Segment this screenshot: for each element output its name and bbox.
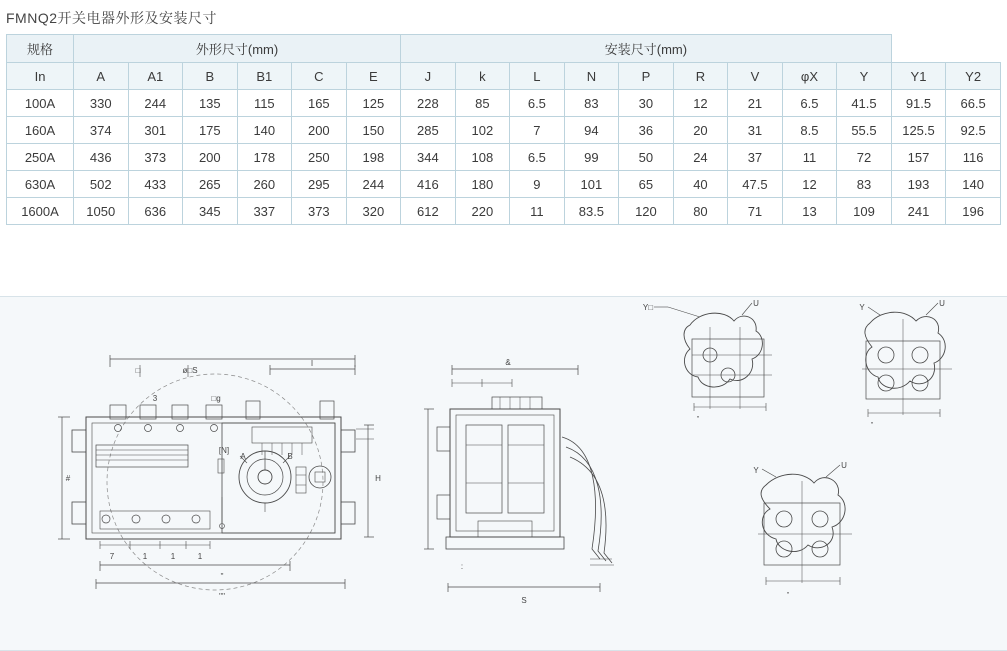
cell-n: 99 [564,144,619,171]
cell-b: 265 [183,171,238,198]
col-header-b1: B1 [237,63,292,90]
mounting-hole-view-2 [862,303,952,417]
cell-v: 31 [728,117,783,144]
cell-y1: 125.5 [891,117,946,144]
cell-j: 228 [401,90,456,117]
cell-y: 72 [837,144,892,171]
drawing-annotations [66,299,945,605]
cell-b: 200 [183,144,238,171]
cell-y1: 193 [891,171,946,198]
cell-phix: 6.5 [782,90,837,117]
cell-b: 175 [183,117,238,144]
cell-l: 7 [510,117,565,144]
mount1-label-u: U [753,299,759,308]
front-label-3: □g [211,394,221,403]
cell-v: 21 [728,90,783,117]
cell-n: 94 [564,117,619,144]
front-label-13: '' [220,572,224,581]
dimension-drawings-panel [0,296,1007,651]
cell-b1: 260 [237,171,292,198]
cell-k: 180 [455,171,510,198]
cell-j: 612 [401,198,456,225]
cell-y: 83 [837,171,892,198]
col-header-n: N [564,63,619,90]
table-row [7,171,1001,198]
cell-r: 80 [673,198,728,225]
cell-n: 83.5 [564,198,619,225]
cell-r: 40 [673,171,728,198]
cell-v: 47.5 [728,171,783,198]
col-header-phix: φX [782,63,837,90]
cell-phix: 12 [782,171,837,198]
cell-y2: 66.5 [946,90,1001,117]
cell-y2: 196 [946,198,1001,225]
cell-k: 102 [455,117,510,144]
cell-a: 374 [74,117,129,144]
cell-r: 12 [673,90,728,117]
cell-in: 630A [7,171,74,198]
group-header-outline: 外形尺寸(mm) [74,35,401,63]
col-header-c: C [292,63,347,90]
side-label-1: S [521,596,527,605]
col-header-b: B [183,63,238,90]
cell-a1: 636 [128,198,183,225]
group-header-mounting: 安装尺寸(mm) [401,35,892,63]
cell-in: 100A [7,90,74,117]
cell-a1: 301 [128,117,183,144]
cell-p: 120 [619,198,674,225]
cell-in: 250A [7,144,74,171]
mounting-hole-view-3 [758,465,852,585]
cell-e: 320 [346,198,401,225]
front-label-6: B [287,452,293,461]
front-label-2: 3 [152,394,158,403]
col-header-y2: Y2 [946,63,1001,90]
cell-c: 295 [292,171,347,198]
cell-r: 24 [673,144,728,171]
table-row [7,144,1001,171]
cell-p: 50 [619,144,674,171]
cell-e: 125 [346,90,401,117]
side-view-drawing [424,365,614,592]
group-header-spec: 规格 [7,35,74,63]
cell-y2: 116 [946,144,1001,171]
table-body [7,90,1001,225]
cell-y1: 241 [891,198,946,225]
cell-c: 373 [292,198,347,225]
front-view-drawing [58,355,374,590]
cell-c: 165 [292,90,347,117]
cell-v: 37 [728,144,783,171]
front-label-0: □ [135,366,141,375]
front-label-11: 1 [170,552,176,561]
cell-k: 108 [455,144,510,171]
cell-a: 1050 [74,198,129,225]
cell-n: 83 [564,90,619,117]
cell-a1: 433 [128,171,183,198]
front-label-dim-l: l [311,359,313,368]
front-label-8: H [375,474,381,483]
cell-c: 250 [292,144,347,171]
table-column-header-row [7,63,1001,90]
cell-y1: 91.5 [891,90,946,117]
col-header-a1: A1 [128,63,183,90]
col-header-r: R [673,63,728,90]
cell-j: 344 [401,144,456,171]
front-label-5: A [240,452,246,461]
side-label-2: : [460,562,464,571]
cell-k: 85 [455,90,510,117]
table-row [7,198,1001,225]
mount1-label-bottom: '' [696,416,700,423]
front-label-12: 1 [197,552,203,561]
col-header-j: J [401,63,456,90]
col-header-k: k [455,63,510,90]
cell-b1: 178 [237,144,292,171]
table-row [7,117,1001,144]
dimension-drawings-svg [0,297,1007,648]
table-row [7,90,1001,117]
cell-e: 198 [346,144,401,171]
col-header-y: Y [837,63,892,90]
front-label-14: '''' [218,592,226,601]
cell-y: 41.5 [837,90,892,117]
cell-b1: 115 [237,90,292,117]
cell-b: 345 [183,198,238,225]
front-label-1: ø□S [182,366,198,375]
cell-l: 11 [510,198,565,225]
cell-c: 200 [292,117,347,144]
cell-r: 20 [673,117,728,144]
cell-y: 109 [837,198,892,225]
cell-j: 416 [401,171,456,198]
cell-a: 502 [74,171,129,198]
cell-j: 285 [401,117,456,144]
cell-p: 30 [619,90,674,117]
front-label-4: [N] [218,446,230,455]
cell-y: 55.5 [837,117,892,144]
side-label-0: & [505,358,511,367]
cell-l: 6.5 [510,144,565,171]
table-head [7,35,1001,90]
col-header-a: A [74,63,129,90]
col-header-p: P [619,63,674,90]
cell-e: 150 [346,117,401,144]
mount3-label-y: Y [753,466,759,475]
cell-k: 220 [455,198,510,225]
mount3-label-u: U [841,461,847,470]
cell-l: 6.5 [510,90,565,117]
col-header-y1: Y1 [891,63,946,90]
cell-in: 1600A [7,198,74,225]
mount2-label-y: Y [859,303,865,312]
mount1-label-y: Y□ [642,303,654,312]
col-header-in: In [7,63,74,90]
mount2-label-bottom: '' [870,422,874,429]
front-label-7: # [65,474,71,483]
cell-b1: 337 [237,198,292,225]
cell-p: 65 [619,171,674,198]
mounting-hole-view-1 [654,303,772,411]
cell-phix: 13 [782,198,837,225]
cell-a1: 373 [128,144,183,171]
cell-y2: 140 [946,171,1001,198]
front-label-10: 1 [142,552,148,561]
page-title: FMNQ2开关电器外形及安装尺寸 [6,10,217,26]
mount3-label-bottom: '' [786,592,790,599]
cell-a: 436 [74,144,129,171]
cell-a1: 244 [128,90,183,117]
cell-y2: 92.5 [946,117,1001,144]
cell-n: 101 [564,171,619,198]
dimensions-table [6,34,1001,225]
col-header-l: L [510,63,565,90]
cell-v: 71 [728,198,783,225]
cell-p: 36 [619,117,674,144]
cell-phix: 11 [782,144,837,171]
col-header-v: V [728,63,783,90]
cell-in: 160A [7,117,74,144]
cell-l: 9 [510,171,565,198]
front-label-9: 7 [109,552,115,561]
table-group-header-row [7,35,1001,63]
cell-y1: 157 [891,144,946,171]
cell-b: 135 [183,90,238,117]
col-header-e: E [346,63,401,90]
cell-b1: 140 [237,117,292,144]
cell-phix: 8.5 [782,117,837,144]
cell-a: 330 [74,90,129,117]
mount2-label-u: U [939,299,945,308]
cell-e: 244 [346,171,401,198]
